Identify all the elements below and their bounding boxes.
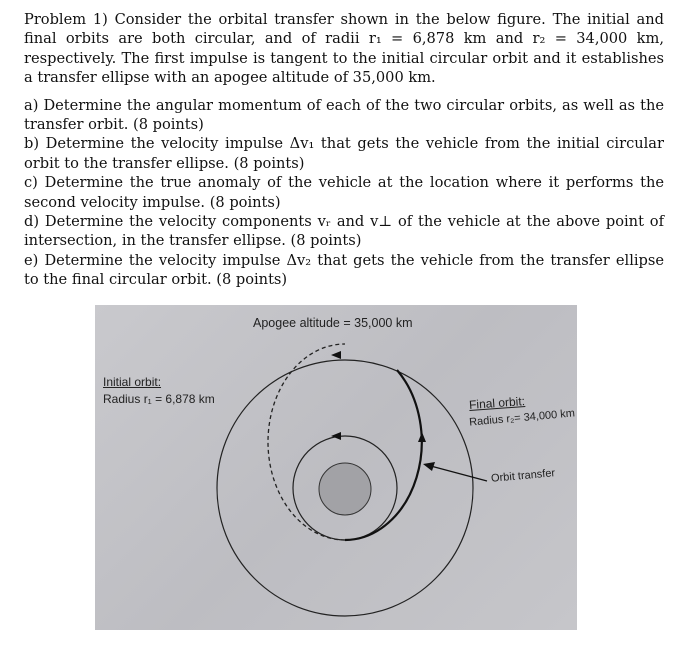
problem-intro: Problem 1) Consider the orbital transfer shown in the below figure. The initial and final orbits are both circular, and of radii r₁ = 6,878 km and r₂ = 34,000 km, respectively. The first impulse is tangent to the initial circular orbit and it establishes a transfer ellipse with an apogee altitude of 35,000 km. bbox=[24, 11, 664, 87]
pointer-arrowhead bbox=[423, 462, 435, 471]
initial-orbit-title: Initial orbit: bbox=[103, 375, 162, 389]
final-orbit-title: Final orbit: bbox=[468, 394, 526, 412]
earth bbox=[319, 463, 371, 515]
initial-orbit-radius: Radius r₁ = 6,878 km bbox=[103, 392, 215, 406]
arrow-transfer bbox=[418, 432, 426, 442]
arrow-initial-orbit bbox=[331, 432, 341, 440]
final-orbit-radius: Radius r₂= 34,000 km bbox=[468, 407, 576, 429]
orbit-transfer-pointer bbox=[427, 465, 487, 481]
problem-text bbox=[24, 10, 664, 290]
part-a: a) Determine the angular momentum of each of the two circular orbits, as well as the transfer orbit. (8 points) bbox=[24, 96, 664, 134]
orbit-transfer-label: Orbit transfer bbox=[490, 467, 556, 485]
part-e: e) Determine the velocity impulse Δv₂ that gets the vehicle from the transfer ellipse to the final circular orbit. (8 points) bbox=[24, 251, 664, 289]
arrow-final-orbit bbox=[331, 351, 341, 359]
apogee-label: Apogee altitude = 35,000 km bbox=[253, 316, 413, 330]
orbit-diagram bbox=[95, 305, 577, 630]
part-c: c) Determine the true anomaly of the vehicle at the location where it performs the second velocity impulse. (8 points) bbox=[24, 174, 664, 211]
transfer-ellipse-solid bbox=[345, 370, 422, 540]
part-b: b) Determine the velocity impulse Δv₁ that gets the vehicle from the initial circular orbit to the transfer ellipse. (8 points) bbox=[24, 135, 664, 172]
part-d: d) Determine the velocity components vᵣ and v⊥ of the vehicle at the above point of intersection, in the transfer ellipse. (8 points) bbox=[24, 213, 664, 250]
orbit-transfer-figure bbox=[95, 305, 577, 630]
